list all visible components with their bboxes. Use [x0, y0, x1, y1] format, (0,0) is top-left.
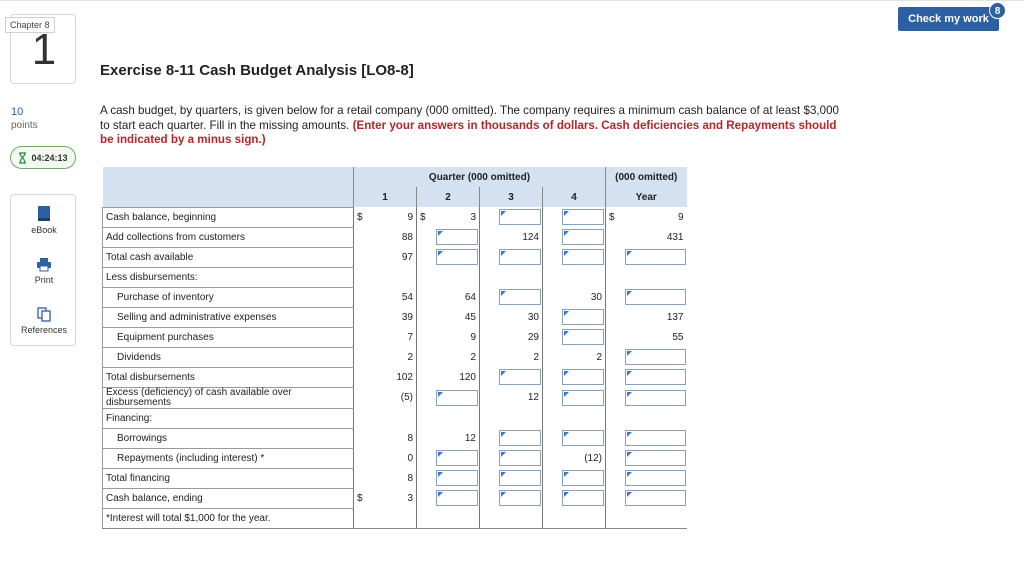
given-amount: 2	[470, 351, 476, 363]
answer-input[interactable]	[625, 450, 686, 466]
answer-cell[interactable]	[498, 448, 543, 468]
given-amount: 102	[396, 371, 413, 383]
answer-input[interactable]	[562, 369, 605, 385]
answer-cell-left	[417, 468, 435, 488]
question-number: 1	[31, 25, 57, 74]
table-row	[103, 387, 687, 408]
given-amount: 431	[666, 231, 684, 243]
answer-input[interactable]	[436, 490, 479, 506]
row-label: Cash balance, beginning	[103, 207, 354, 227]
row-label: Total cash available	[103, 247, 354, 267]
given-amount: 55	[672, 331, 684, 343]
printer-icon	[36, 257, 52, 272]
answer-cell-left	[480, 448, 498, 468]
answer-input[interactable]	[625, 470, 686, 486]
answer-cell-left	[480, 468, 498, 488]
answer-cell[interactable]	[561, 227, 606, 247]
check-count-badge: 8	[989, 2, 1006, 19]
answer-input[interactable]	[562, 390, 605, 406]
answer-cell-left	[543, 428, 561, 448]
answer-cell-left	[417, 387, 435, 408]
answer-cell[interactable]	[498, 367, 543, 387]
answer-cell[interactable]	[498, 488, 543, 508]
row-label: Purchase of inventory	[103, 287, 354, 307]
row-label: Equipment purchases	[103, 327, 354, 347]
answer-cell-left	[543, 307, 561, 327]
answer-input[interactable]	[562, 490, 605, 506]
references-label: References	[20, 325, 68, 335]
given-amount: 7	[407, 331, 413, 343]
given-amount: 54	[401, 291, 413, 303]
given-amount: 30	[590, 291, 602, 303]
answer-cell[interactable]	[561, 207, 606, 227]
given-amount: 12	[464, 432, 476, 444]
dollar-sign: $	[354, 488, 372, 508]
table-row	[103, 488, 687, 508]
answer-cell[interactable]	[561, 367, 606, 387]
given-amount: 12	[527, 392, 539, 403]
answer-cell-left	[606, 367, 624, 387]
answer-cell[interactable]	[498, 428, 543, 448]
answer-input[interactable]	[562, 309, 605, 325]
row-label: Cash balance, ending	[103, 488, 354, 508]
print-label: Print	[34, 275, 54, 285]
table-row	[103, 207, 687, 227]
column-header: 2	[417, 187, 480, 207]
given-amount: 88	[401, 231, 413, 243]
question-number-box	[10, 14, 76, 84]
given-amount: 29	[527, 331, 539, 343]
column-header: 3	[480, 187, 543, 207]
answer-input[interactable]	[562, 209, 605, 225]
year-group-header: (000 omitted)	[606, 167, 687, 187]
table-row	[103, 227, 687, 247]
answer-cell-left	[417, 227, 435, 247]
column-header: 1	[354, 187, 417, 207]
answer-cell[interactable]	[624, 448, 687, 468]
answer-input[interactable]	[436, 470, 479, 486]
exercise-title: Exercise 8-11 Cash Budget Analysis [LO8-8]	[100, 62, 414, 79]
row-label: Excess (deficiency) of cash available over disbursements	[103, 387, 354, 408]
answer-input[interactable]	[499, 289, 542, 305]
answer-input[interactable]	[625, 430, 686, 446]
footnote: *Interest will total $1,000 for the year.	[103, 508, 354, 528]
table-row	[103, 247, 687, 267]
given-amount: 2	[596, 351, 602, 363]
answer-cell-left	[606, 428, 624, 448]
answer-cell-left	[417, 448, 435, 468]
points-value: 10	[11, 106, 24, 118]
answer-cell[interactable]	[435, 468, 480, 488]
description-text: A cash budget, by quarters, is given below for a retail company (000 omitted). The company requires a minimum cash balance of at least $3,000 to start each quarter. Fill in the missing amounts.	[100, 104, 839, 132]
answer-input[interactable]	[625, 369, 686, 385]
points-label: points	[11, 120, 38, 131]
answer-input[interactable]	[562, 249, 605, 265]
table-row	[103, 287, 687, 307]
table-row	[103, 408, 687, 428]
answer-cell-left	[606, 247, 624, 267]
given-amount: 3	[470, 211, 476, 223]
answer-cell-left	[480, 287, 498, 307]
answer-cell-left	[417, 488, 435, 508]
footnote-row	[103, 508, 687, 528]
answer-cell[interactable]	[561, 488, 606, 508]
answer-input[interactable]	[625, 390, 686, 406]
answer-input[interactable]	[436, 249, 479, 265]
answer-cell[interactable]	[624, 247, 687, 267]
answer-cell[interactable]	[561, 428, 606, 448]
given-amount: 64	[464, 291, 476, 303]
row-label: Repayments (including interest) *	[103, 448, 354, 468]
group-header-row	[103, 167, 687, 187]
answer-input[interactable]	[562, 229, 605, 245]
answer-input[interactable]	[499, 369, 542, 385]
answer-cell[interactable]	[624, 468, 687, 488]
row-label: Add collections from customers	[103, 227, 354, 247]
answer-cell[interactable]	[561, 307, 606, 327]
given-amount: (5)	[400, 392, 413, 403]
given-amount: 97	[401, 251, 413, 263]
answer-cell[interactable]	[624, 488, 687, 508]
answer-cell-left	[480, 428, 498, 448]
answer-input[interactable]	[499, 249, 542, 265]
references-button[interactable]	[11, 307, 77, 335]
table-row	[103, 347, 687, 367]
answer-cell-left	[417, 247, 435, 267]
answer-cell-left	[543, 227, 561, 247]
row-label: Dividends	[103, 347, 354, 367]
row-label: Total disbursements	[103, 367, 354, 387]
answer-input[interactable]	[562, 470, 605, 486]
given-amount: 124	[522, 231, 539, 243]
answer-input[interactable]	[499, 209, 542, 225]
answer-input[interactable]	[436, 390, 479, 406]
answer-cell-left	[606, 287, 624, 307]
ebook-label: eBook	[31, 225, 57, 235]
table-row	[103, 267, 687, 287]
given-amount: 3	[407, 492, 413, 504]
answer-input[interactable]	[562, 329, 605, 345]
given-amount: 137	[666, 311, 684, 323]
dollar-sign: $	[417, 207, 435, 227]
given-amount: 2	[533, 351, 539, 363]
answer-cell[interactable]	[561, 327, 606, 347]
quarter-group-header: Quarter (000 omitted)	[354, 167, 606, 187]
given-amount: 0	[407, 452, 413, 464]
answer-cell-left	[543, 367, 561, 387]
answer-cell[interactable]	[624, 347, 687, 367]
answer-cell-left	[543, 247, 561, 267]
column-header: 4	[543, 187, 606, 207]
answer-cell[interactable]	[561, 468, 606, 488]
answer-cell[interactable]	[624, 367, 687, 387]
answer-cell-left	[480, 247, 498, 267]
table-row	[103, 307, 687, 327]
answer-input[interactable]	[499, 450, 542, 466]
answer-cell[interactable]	[561, 387, 606, 408]
answer-input[interactable]	[625, 249, 686, 265]
answer-input[interactable]	[625, 289, 686, 305]
answer-cell-left	[606, 347, 624, 367]
given-amount: 2	[407, 351, 413, 363]
answer-cell-left	[480, 207, 498, 227]
answer-input[interactable]	[436, 450, 479, 466]
answer-input[interactable]	[625, 490, 686, 506]
answer-cell-left	[606, 448, 624, 468]
answer-cell[interactable]	[435, 387, 480, 408]
answer-cell[interactable]	[498, 207, 543, 227]
row-label: Financing:	[103, 408, 354, 428]
answer-input[interactable]	[499, 470, 542, 486]
dollar-sign: $	[354, 207, 372, 227]
row-label: Less disbursements:	[103, 267, 354, 287]
column-header: Year	[606, 187, 687, 207]
given-amount: 8	[407, 432, 413, 444]
answer-cell[interactable]	[498, 468, 543, 488]
given-amount: 120	[459, 371, 476, 383]
answer-cell[interactable]	[435, 448, 480, 468]
timer-value: 04:24:13	[31, 152, 68, 163]
given-amount: 8	[407, 472, 413, 484]
answer-cell-left	[606, 488, 624, 508]
table-row	[103, 468, 687, 488]
answer-cell-left	[480, 488, 498, 508]
answer-cell[interactable]	[498, 247, 543, 267]
given-amount: 9	[677, 211, 684, 223]
ebook-button[interactable]	[11, 205, 77, 235]
answer-input[interactable]	[625, 349, 686, 365]
answer-input[interactable]	[436, 229, 479, 245]
top-divider	[0, 0, 1024, 1]
chapter-label: Chapter 8	[5, 17, 55, 33]
answer-input[interactable]	[562, 430, 605, 446]
answer-cell[interactable]	[435, 227, 480, 247]
answer-cell-left	[543, 488, 561, 508]
answer-cell[interactable]	[561, 247, 606, 267]
answer-input[interactable]	[499, 430, 542, 446]
answer-cell-left	[543, 327, 561, 347]
answer-cell[interactable]	[498, 287, 543, 307]
hourglass-icon	[18, 152, 27, 164]
table-row	[103, 428, 687, 448]
answer-cell-left	[480, 367, 498, 387]
answer-cell-left	[543, 387, 561, 408]
given-amount: 45	[464, 311, 476, 323]
given-amount: 9	[470, 331, 476, 343]
dollar-sign: $	[606, 207, 624, 227]
answer-cell-left	[543, 207, 561, 227]
row-label: Selling and administrative expenses	[103, 307, 354, 327]
tools-panel	[10, 194, 76, 346]
row-label: Borrowings	[103, 428, 354, 448]
given-amount: 39	[401, 311, 413, 323]
table-row	[103, 367, 687, 387]
answer-cell[interactable]	[435, 247, 480, 267]
check-my-work-button[interactable]: Check my work	[898, 7, 999, 31]
given-amount: 30	[527, 311, 539, 323]
answer-cell-left	[606, 468, 624, 488]
answer-cell[interactable]	[624, 387, 687, 408]
answer-cell-left	[606, 387, 624, 408]
print-button[interactable]	[11, 257, 77, 285]
table-row	[103, 327, 687, 347]
answer-cell[interactable]	[435, 488, 480, 508]
given-amount: (12)	[584, 452, 602, 464]
answer-cell[interactable]	[624, 428, 687, 448]
book-icon	[36, 205, 52, 222]
references-icon	[37, 307, 51, 322]
cash-budget-table	[102, 167, 687, 529]
given-amount: 9	[407, 211, 413, 223]
instruction-text: (Enter your answers in thousands of dollars. Cash deficiencies and Repayments should be indicated by a minus sign.)	[100, 118, 837, 146]
row-label: Total financing	[103, 468, 354, 488]
answer-cell[interactable]	[624, 287, 687, 307]
column-header-row	[103, 187, 687, 207]
timer	[10, 146, 76, 169]
exercise-description	[100, 104, 840, 148]
table-row	[103, 448, 687, 468]
answer-cell-left	[543, 468, 561, 488]
answer-input[interactable]	[499, 490, 542, 506]
